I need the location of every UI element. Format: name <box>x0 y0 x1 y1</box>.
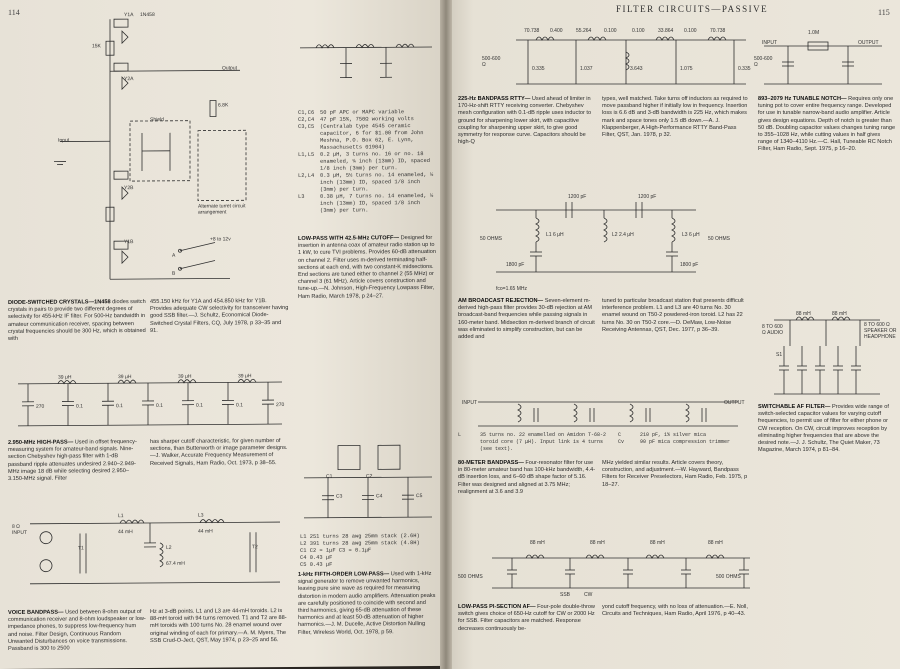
caption-voice-bandpass <box>8 609 146 653</box>
label-am-c1: 1200 pF <box>568 194 587 200</box>
book-gutter <box>440 0 452 669</box>
rtty-cap-4: 0.335 <box>738 66 751 72</box>
caption-body: Provides wide range of switch-selected capacitor values for varying cutoff frequencies, to permit use of filter for either phone or CW reception. On CW, circuit improves reception by eliminating higher frequencies that are above the desired note.—J. J. Schultz, The Quiet Maker, 73 Magazine, March 1974, p 81–84. <box>758 404 889 454</box>
label-80m-output: OUTPUT <box>724 400 745 406</box>
rtty-cap-0: 0.335 <box>532 66 545 72</box>
caption-title: 2.950-MHz HIGH-PASS— <box>8 439 74 446</box>
caption-body: Four-resonator filter for use in 80-meter amateur band has 100-kHz bandwidth, 4.4-dB insertion loss, and 6–60 dB shape factor of 5.16. Filter was designed and aligned at 3.75 MHz; realignment at 3.6 and 3.9 <box>458 460 596 495</box>
part-row: L 35 turns no. 22 enamelled on Amidon T-68-2 toroid core (7 μH). Input link is 4 turns (see text). <box>458 432 607 452</box>
caption-80m-cont: MHz yielded similar results. Article covers theory, construction, and adjustment.—W. Hayward, Bandpass Filters for Receiver Preselectors, Ham Radio, Feb. 1975, p 18–27. <box>602 460 748 488</box>
part-row: L2,L4 0.3 μH, 5½ turns no. 14 enameled, ½ inch (13mm) ID, spaced 1/8 inch (3mm) per turn. <box>298 171 434 193</box>
caption-body: Requires only one tuning pot to cover entire frequency range. Developed for use in tunable narrow-band audio amplifier. Article gives design equations. Depth of notch is greater than 50 dB. Doubling capacitor values changes tuning range to 355–1028 Hz, while cutting values in half gives range of 1340–4110 Hz.—C. Hall, Tuneable RC Notch Filter, Ham Radio, Sept. 1975, p 16–20. <box>758 96 896 153</box>
label-am-right: 50 OHMS <box>708 236 730 242</box>
label-am-c2: 1200 pF <box>638 194 657 200</box>
rtty-cap-2: 3.643 <box>630 66 643 72</box>
label-c4: C4 <box>376 493 383 500</box>
label-pi-cw: CW <box>584 592 593 598</box>
label-y1b: Y1B <box>124 239 134 246</box>
label-b: B <box>172 270 176 277</box>
label-am-l1: L1 6 μH <box>546 232 564 238</box>
part-row: C1 C2 = 1μF C3 = 0.1μF <box>300 547 372 554</box>
inductor-value-label: 39 μH <box>58 374 72 381</box>
resonator-inductor <box>574 404 577 422</box>
rtty-value-5: 33.864 <box>658 28 674 34</box>
caption-title: 1-kHz FIFTH-ORDER LOW-PASS— <box>298 571 390 578</box>
label-t2: T2 <box>252 544 258 551</box>
label-af-l2: 88 mH <box>832 311 847 317</box>
label-15k: 15K <box>92 43 101 50</box>
caption-body: Used in offset frequency-measuring system for amateur-band signals. Nine-section Chebyshev high-pass filter with 1-dB passband ripple attenuates undesired 2.940–2.949-MHz image 18 dB while selecting desired 2.950–3.150-MHz signal. Filter <box>8 439 137 482</box>
label-pi-l2: 88 mH <box>590 540 605 546</box>
part-row: C4 0.43 μF <box>300 554 333 561</box>
caption-title: 80-METER BANDPASS— <box>458 460 524 466</box>
rtty-value-2: 55.264 <box>576 28 592 34</box>
caption-lowpass-pi <box>458 604 596 633</box>
label-c2: C2 <box>366 473 373 480</box>
caption-am-rejection-cont: tuned to particular broadcast station that presents difficult interference problem. L1 and L3 are 40 turns No. 30 enamel wound on T50-2 powdered-iron toroid. L2 has 22 turns No. 30 on T50-2 core.—D. DeMaw, Low-Noise Receiving Antennas, QST, Dec. 1977, p 36–39. <box>602 298 744 333</box>
parts-list-80m-b <box>618 432 758 446</box>
part-row: L3 0.38 μH, 7 turns no. 14 enameled, ½ inch (13mm) ID, spaced 1/8 inch (3mm) per turn. <box>298 192 434 214</box>
80m-bandpass-schematic <box>458 396 748 430</box>
part-row: L1 251 turns 28 awg 25mm stack (2.6H) <box>300 533 420 540</box>
diode-switched-crystals-schematic <box>30 10 260 292</box>
rtty-value-4: 0.100 <box>632 28 645 34</box>
capacitor-value-label: 0.1 <box>196 402 203 409</box>
caption-body: Used between 8-ohm output of communication receiver and 8-ohm loudspeaker or low-impedance phones, to suppress low-frequency hum and noise. Filter Design, Continuous Random Unwanted Disturbances on voice transmissions. Passband is 300 to 2500 <box>8 609 146 652</box>
caption-lowpass-pi-cont: yond cutoff frequency, with no loss of attenuation.—E. Noll, Circuits and Techniques, Ham Radio, April 1976, p 40–43. <box>602 604 748 618</box>
caption-title: VOICE BANDPASS— <box>8 609 64 616</box>
label-input: 8 Ω INPUT <box>12 523 27 536</box>
lowpass-pi-schematic <box>486 550 756 594</box>
capacitor-value-label: 270 <box>276 402 285 409</box>
right-page <box>446 0 900 669</box>
part-row: C2,C4 47 pF 15%, 750Ω working volts <box>298 116 414 123</box>
resonator-inductor <box>686 404 689 422</box>
caption-title: 225-Hz BANDPASS RTTY— <box>458 96 531 102</box>
caption-rtty <box>458 96 596 146</box>
label-6-8k: 6.8K <box>218 102 229 109</box>
rtty-value-3: 0.100 <box>604 28 617 34</box>
part-row: C3,C5 (Centralab type 4545 ceramic capacitor, 6 for $1.00 from John Meshna, P.O. Box 62, E. Lynn, Massachusetts 01904) <box>298 123 424 151</box>
part-row: L1,L5 0.2 μH, 3 turns no. 16 or no. 18 enameled, ¼ inch (13mm) ID, spaced 1/8 inch (3mm) per turn. <box>298 151 430 172</box>
label-c5: C5 <box>416 493 423 500</box>
parts-list-fifth-order <box>300 533 440 569</box>
caption-highpass <box>8 439 138 483</box>
am-rejection-schematic <box>486 196 706 286</box>
label-pi-l4: 88 mH <box>708 540 723 546</box>
label-notch-input: INPUT <box>762 40 777 46</box>
highpass-2950khz-schematic <box>10 372 290 436</box>
label-alternate: Alternate turret circuit arrangement <box>198 203 246 216</box>
label-notch-r: 1.0M <box>808 30 820 36</box>
label-af-s1: S1 <box>776 352 783 358</box>
label-am-l3: L3 6 μH <box>682 232 700 238</box>
caption-lowpass-42mhz <box>298 235 438 301</box>
caption-body: Designed for insertion in antenna coax of amateur radio station up to 1 kW, to cure TVI problems. Provides 60-dB attenuation on channel 2. Filter uses m-derived terminating half-sections at each end, with two constant-K midsections. End sections are tuned either to channel 2 (55 MHz) or channel 3 (61 MHz). Article covers construction and tune-up.—N. Johnson, High-Frequency Lowpass Filter, Ham Radio, March 1978, p 24–27. <box>298 234 436 300</box>
caption-body: Used with 1-kHz signal generator to remove unwanted harmonics, leaving pure sine wave as required for measuring distortion in modern audio amplifiers. Attenuation peaks are carefully positioned to coincide with second and third harmonics, giving 65-dB attenuation of these harmonics and at least 50-dB attenuation of higher harmonics.—J. M. Ducelle, Active Distortion Nulling Filter, Wireless World, Oct. 1978, p 59. <box>298 570 436 636</box>
label-y2b: Y2B <box>124 185 134 192</box>
caption-body: Seven-element m-derived high-pass filter provides 30-dB rejection at AM broadcast-band frequencies while passing signals in 160-meter band. Midsection m-derived branch of circuit was eliminated to simplify construction, but can be added and <box>458 298 595 341</box>
rtty-value-6: 0.100 <box>684 28 697 34</box>
left-page <box>0 0 446 669</box>
label-am-fco: fco=1.65 MHz <box>496 286 527 292</box>
label-pi-l1: 88 mH <box>530 540 545 546</box>
part-row: C 210 pF, 1% silver mica <box>618 432 707 438</box>
rtty-value-7: 70.738 <box>710 28 726 34</box>
caption-am-rejection <box>458 298 596 341</box>
label-c3: C3 <box>336 493 343 500</box>
label-c1: C1 <box>326 473 333 480</box>
label-am-c4: 1800 pF <box>680 262 699 268</box>
caption-voice-bandpass-cont: Hz at 3-dB points. L1 and L3 are 44-mH toroids. L2 is 88-mH toroid with 94 turns removed. T1 and T2 are 88-mH toroids with 100 turns No. 28 enamel wound over original winding of each for primary.—A. M. Myers, The SSB Crud-O-Ject, QST, May 1974, p 23–25 and 56. <box>150 608 287 644</box>
inductor-value-label: 39 μH <box>178 373 192 380</box>
label-input: Input <box>58 137 70 144</box>
page-number-right: 115 <box>878 8 890 17</box>
part-row: Cv 90 pF mica compression trimmer <box>618 439 731 445</box>
label-am-l2: L2 2.4 μH <box>612 232 634 238</box>
label-l3: L3 <box>198 512 204 519</box>
label-1n458: 1N458 <box>140 11 155 19</box>
voice-bandpass-schematic <box>10 502 290 604</box>
fifth-order-lowpass-schematic <box>298 437 438 533</box>
caption-rtty-cont: types, well matched. Take turns off inductors as required to move passband higher if initially low in frequency. Insertion loss is 6.6 dB and 3-dB bandwidth is 225 Hz, which makes mark and space tones only 1.5 dB down.—A. J. Klappenberger, A High-Performance RTTY Band-Pass Filter, QST, Jan. 1978, p 32. <box>602 96 748 139</box>
label-80m-input: INPUT <box>462 400 477 406</box>
capacitor-value-label: 270 <box>36 403 45 410</box>
label-l3-value: 44 mH <box>198 528 213 535</box>
rtty-end-right: 500-600 Ω <box>754 56 773 68</box>
page-number-left: 114 <box>8 7 20 17</box>
capacitor-value-label: 0.1 <box>156 402 163 409</box>
label-notch-output: OUTPUT <box>858 40 879 46</box>
label-af-out: 8 TO 600 Ω SPEAKER OR HEADPHONE <box>864 322 897 340</box>
caption-80m <box>458 460 596 496</box>
caption-diode-switched <box>8 299 146 343</box>
label-l1-value: 44 mH <box>118 529 133 536</box>
label-af-in: 8 TO 600 Ω AUDIO <box>762 324 783 336</box>
label-l2: L2 <box>166 544 172 551</box>
label-pi-ssb: SSB <box>560 592 571 598</box>
label-pi-right: 500 OHMS <box>716 574 741 580</box>
resonator-inductor <box>518 404 521 422</box>
label-l1: L1 <box>118 513 124 520</box>
caption-body: Four-pole double-throw switch gives choice of 650-Hz cutoff for CW or 2000 Hz for SSB. Filter capacitors are matched. Response decreases continuously be- <box>458 604 595 632</box>
label-pi-l3: 88 mH <box>650 540 665 546</box>
rtty-value-1: 0.400 <box>550 28 563 34</box>
label-a: A <box>172 252 176 259</box>
capacitor-value-label: 0.1 <box>236 402 243 409</box>
inductor-value-label: 39 μH <box>118 374 132 381</box>
caption-title: 893–2079 Hz TUNABLE NOTCH— <box>758 96 847 102</box>
label-y1a: Y1A <box>124 12 134 19</box>
caption-diode-switched-cont: 455.150 kHz for Y1A and 454.850 kHz for Y1B. Provides adequate CW selectivity for transceiver having good SSB filter.—J. Schultz, Economical Diode-Switched Crystal Filters, CQ, July 1978, p 33–35 and 91. <box>150 298 289 334</box>
label-am-left: 50 OHMS <box>480 236 502 242</box>
capacitor-value-label: 0.1 <box>76 403 83 410</box>
label-output: Output <box>222 65 238 72</box>
label-supply: +8 to 12v <box>210 236 231 243</box>
label-am-c3: 1800 pF <box>506 262 525 268</box>
label-af-l1: 88 mH <box>796 311 811 317</box>
caption-highpass-cont: has sharper cutoff characteristic, for given number of sections, than Butterworth or image parameter designs.—J. Walker, Accurate Frequency Measurement of Received Signals, Ham Radio, Oct. 1973, p 38–55. <box>150 438 288 467</box>
caption-fifth-order <box>298 571 438 637</box>
caption-title: AM BROADCAST REJECTION— <box>458 298 544 304</box>
part-row: C5 0.43 μF <box>300 561 333 568</box>
lowpass-42mhz-schematic <box>296 27 436 98</box>
resonator-inductor <box>630 404 633 422</box>
running-head: FILTER CIRCUITS—PASSIVE <box>616 4 769 14</box>
caption-title: DIODE-SWITCHED CRYSTALS—1N458 <box>8 299 111 306</box>
rtty-end-left: 500-600 Ω <box>482 56 501 68</box>
part-row: C1,C6 50 pF APC or MAPC variable <box>298 109 405 116</box>
parts-list-42mhz <box>298 109 438 215</box>
caption-title: SWITCHABLE AF FILTER— <box>758 404 831 410</box>
rtty-value-0: 70.738 <box>524 28 540 34</box>
label-l2-value: 67.4 mH <box>166 560 185 567</box>
caption-notch <box>758 96 896 154</box>
caption-body: Used ahead of limiter in 170-Hz-shift RTTY receiving converter. Chebyshev mesh configuration with 0.1-dB ripple uses inductor to ground for sharpening lower skirt, with capacitive coupling for sharpening upper skirt, to give good symmetry for response curve. Capacitors should be high-Q <box>458 96 592 146</box>
rtty-bandpass-schematic <box>476 26 776 92</box>
label-shield: Shield <box>150 116 164 123</box>
caption-body: diodes switch crystals in pairs to provide two different degrees of selectivity for 455-kHz IF filter. For 500-Hz bandwidth in amateur communication receiver, spacing between crystal frequencies should be 300 Hz, which is obtained with <box>8 298 146 342</box>
label-t1: T1 <box>78 545 84 552</box>
label-pi-left: 500 OHMS <box>458 574 483 580</box>
label-y2a: Y2A <box>124 76 134 83</box>
rtty-cap-3: 1.075 <box>680 66 693 72</box>
caption-switchable-af <box>758 404 896 454</box>
parts-list-80m <box>458 432 608 453</box>
caption-title: LOW-PASS PI-SECTION AF— <box>458 604 536 610</box>
inductor-value-label: 39 μH <box>238 373 252 380</box>
part-row: L2 391 turns 28 awg 25mm stack (4.8H) <box>300 540 420 547</box>
capacitor-value-label: 0.1 <box>116 403 123 410</box>
rtty-cap-1: 1.037 <box>580 66 593 72</box>
caption-title: LOW-PASS WITH 42.5-MHz CUTOFF— <box>298 235 399 242</box>
